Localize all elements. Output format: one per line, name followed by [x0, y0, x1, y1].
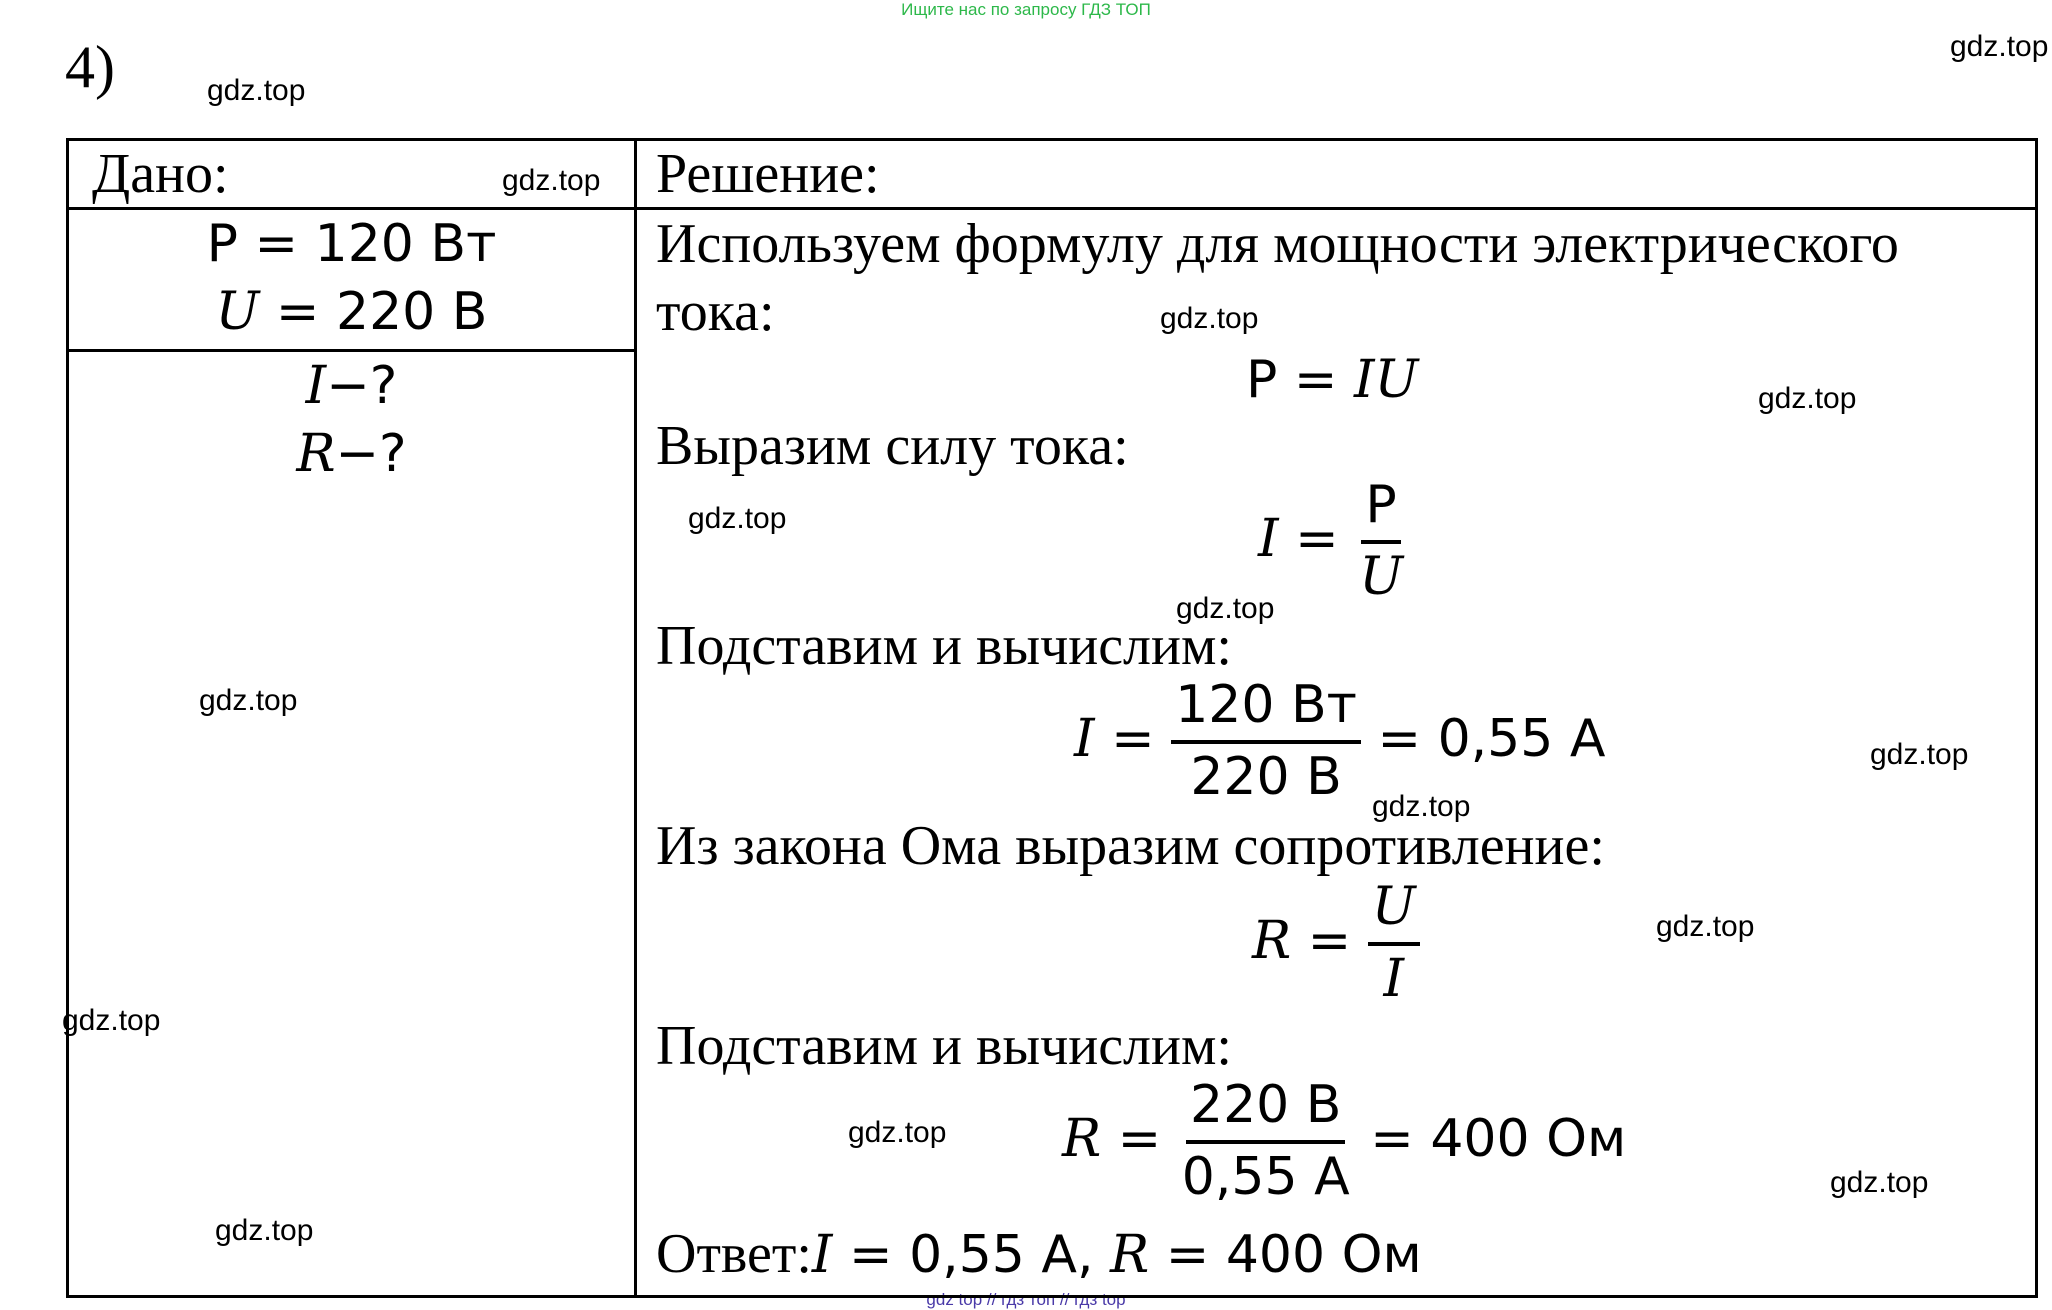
- solution-line-1: Используем формулу для мощности электрического: [656, 213, 1899, 275]
- calc-resistance: [1062, 1076, 1626, 1208]
- formula-eq: =: [1291, 910, 1368, 971]
- formula-eq: =: [1277, 350, 1354, 410]
- bottom-banner: gdz top // гдз топ // гдз top: [926, 1290, 1126, 1309]
- watermark: gdz.top: [1758, 382, 1857, 415]
- given-find-divider: [66, 349, 636, 352]
- answer-current-symbol: I: [811, 1225, 833, 1285]
- solution-line-3: Выразим силу тока:: [656, 415, 1129, 477]
- formula-power: [1246, 350, 1418, 410]
- find-current: [69, 356, 634, 416]
- calc-eq: =: [1094, 708, 1172, 769]
- power-value: 120 Вт: [314, 214, 497, 274]
- watermark: gdz.top: [199, 684, 298, 717]
- watermark: gdz.top: [1656, 910, 1755, 943]
- fraction-denominator: U: [1359, 546, 1404, 607]
- formula-eq: =: [1278, 508, 1356, 569]
- formula-lhs: P: [1246, 350, 1278, 410]
- top-banner: Ищите нас по запросу ГДЗ ТОП: [901, 0, 1151, 19]
- fraction-denominator: 220 В: [1190, 746, 1342, 807]
- watermark: gdz.top: [1160, 302, 1259, 335]
- fraction-numerator: 120 Вт: [1171, 676, 1361, 744]
- calc-current: [1074, 676, 1605, 808]
- watermark: gdz.top: [1950, 30, 2049, 63]
- fraction-numerator: 220 В: [1186, 1076, 1345, 1144]
- watermark: gdz.top: [688, 502, 787, 535]
- solution-line-5: Из закона Ома выразим сопротивление:: [656, 815, 1605, 877]
- fraction: [1355, 476, 1407, 608]
- calc-result: = 0,55 А: [1360, 708, 1606, 769]
- formula-current: [1258, 476, 1407, 608]
- watermark: gdz.top: [1870, 738, 1969, 771]
- watermark: gdz.top: [848, 1116, 947, 1149]
- voltage-symbol: U: [215, 282, 260, 342]
- answer-resistance-symbol: R: [1110, 1225, 1150, 1285]
- calc-lhs: R: [1062, 1108, 1102, 1169]
- given-voltage: [69, 282, 634, 342]
- formula-lhs: I: [1258, 508, 1279, 569]
- voltage-value: 220 В: [336, 282, 488, 342]
- problem-number: 4): [65, 34, 115, 100]
- given-header: Дано:: [92, 143, 229, 205]
- fraction: [1368, 878, 1420, 1010]
- fraction-numerator: U: [1368, 878, 1420, 946]
- watermark: gdz.top: [1176, 592, 1275, 625]
- unknown-mark: −?: [326, 356, 398, 416]
- watermark: gdz.top: [1830, 1166, 1929, 1199]
- watermark: gdz.top: [62, 1004, 161, 1037]
- calc-lhs: I: [1074, 708, 1095, 769]
- fraction-denominator: 0,55 А: [1181, 1146, 1350, 1207]
- solution-line-4: Подставим и вычислим:: [656, 615, 1232, 677]
- answer-resistance-value: = 400 Ом: [1149, 1225, 1422, 1285]
- solution-line-2: тока:: [656, 281, 775, 343]
- watermark: gdz.top: [215, 1214, 314, 1247]
- fraction-numerator: P: [1361, 476, 1400, 544]
- watermark: gdz.top: [502, 164, 601, 197]
- calc-eq: =: [1101, 1108, 1178, 1169]
- power-symbol: P: [206, 214, 238, 274]
- formula-resistance: [1252, 878, 1420, 1010]
- answer-label: Ответ:: [656, 1223, 812, 1285]
- equals: =: [237, 214, 315, 274]
- watermark: gdz.top: [207, 74, 306, 107]
- header-divider: [66, 207, 2038, 210]
- unknown-mark: −?: [335, 424, 407, 484]
- solution-header: Решение:: [656, 143, 880, 205]
- find-resistance: [69, 424, 634, 484]
- formula-rhs: IU: [1354, 350, 1419, 410]
- watermark: gdz.top: [1372, 790, 1471, 823]
- formula-lhs: R: [1252, 910, 1292, 971]
- solution-line-6: Подставим и вычислим:: [656, 1015, 1232, 1077]
- column-divider: [634, 138, 637, 1298]
- resistance-symbol: R: [296, 424, 336, 484]
- given-power: [69, 214, 634, 274]
- fraction: [1171, 676, 1361, 808]
- answer-current-value: = 0,55 A,: [832, 1225, 1111, 1285]
- answer-line: [656, 1222, 1422, 1286]
- current-symbol: I: [305, 356, 327, 416]
- equals: =: [259, 282, 336, 342]
- fraction-denominator: I: [1383, 948, 1404, 1009]
- fraction: [1178, 1076, 1354, 1208]
- calc-result: = 400 Ом: [1353, 1108, 1627, 1169]
